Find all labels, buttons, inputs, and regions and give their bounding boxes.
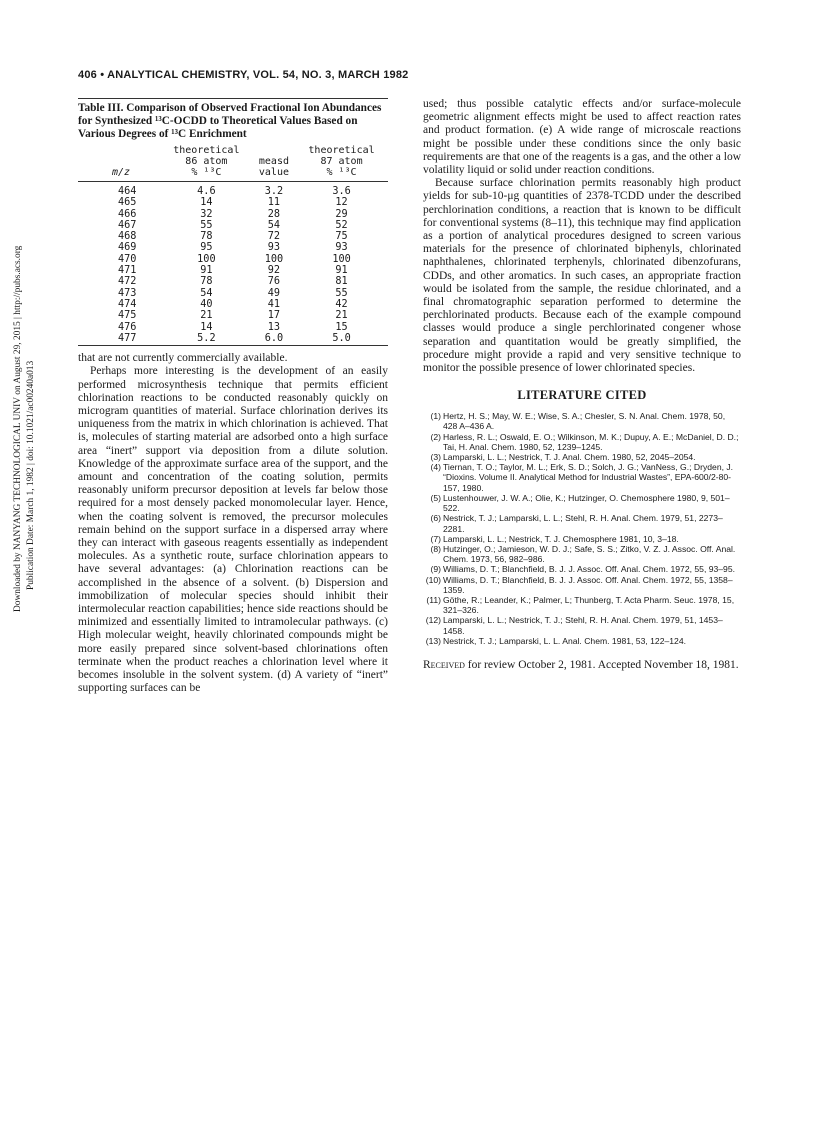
left-paragraph-2: Perhaps more interesting is the development of an easily performed microsynthesis technique that permits efficient chlorination reactions to be conducted reasonably quickly on microgram quantities of material. Surface chlorination derives its uniqueness from the matrix in which chlorination is achieved. That is, molecules of starting material are adsorbed onto a high surface area “inert” support via deposition from a dilute solution. Knowledge of the approximate surface area of the support, and the amount and concentration of the coating solution, permits reasonably uniform precursor deposition at levels far below those required for a most densely packed monomolecular layer. Hence, when the coating solvent is removed, the precursor molecules remain behind on the support surface in a dispersed array where they can interact with gaseous reagents essentially as independent molecules. As a synthetic route, surface chlorination appears to have several advantages: (a) Chlorination reactions can be accomplished in the absence of a solvent. (b) Dispersion and immobilization of molecular species should inhibit their intermolecular reaction capabilities; hence side reactions should be minimized and essentially limited to intramolecular pathways. (c) High molecular weight, heavily chlorinated compounds might be more easily prepared since solvent-based chlorinations often terminate when the product reaches a chlorination level where it becomes insoluble in the solvent system. (d) A variety of “inert” supporting surfaces can be: [78, 365, 388, 695]
reference-text: Harless, R. L.; Oswald, E. O.; Wilkinson, M. K.; Dupuy, A. E.; McDaniel, D. D.; Tai, H. Anal. Chem. 1980, 52, 1239–1245.: [443, 431, 739, 452]
cell-mz: 467: [118, 219, 137, 231]
header-col1-line1: theoretical: [173, 145, 240, 156]
received-lead: Received: [423, 658, 465, 671]
reference-number: (3): [430, 452, 441, 463]
reference-text: Lamparski, L. L.; Nestrick, T. J. Anal. Chem. 1980, 52, 2045–2054.: [443, 452, 696, 463]
reference-number: (8): [430, 543, 441, 554]
reference-number: (1): [430, 411, 441, 422]
table-row: [78, 197, 388, 208]
cell-value: 32: [200, 208, 213, 220]
cell-value: 93: [335, 242, 348, 254]
reference-text: Lamparski, L. L.; Nestrick, T. J. Chemosphere 1981, 10, 3–18.: [443, 533, 679, 544]
cell-value: 4.6: [197, 186, 216, 197]
header-col1-line2: 86 atom: [185, 156, 228, 167]
cell-value: 100: [264, 253, 284, 265]
right-paragraph-2: Because surface chlorination permits reasonably high product yields for sub-10-μg quantities of 2378-TCDD under the described perchlorination conditions, a reaction that is known to be difficult for conventional systems (8–11), this technique may find application as a portion of analytical procedures designed to screen various materials for the presence of chlorinated biphenyls, chlorinated naphthalenes, chlorinated terphenyls, chlorinated dibenzofurans, CDDs, and other aromatics. In such cases, an appropriate fraction would be isolated from the sample, the residue chlorinated, and a final chromatographic separation performed to determine the perchlorinated products. Because each of the example compound classes would produce a single perchlorinated congener whose separation and quantitation would be greatly simplified, the procedure might provide a rapid and very sensitive technique to monitor the possible presence of lower chlorinated species.: [423, 177, 741, 375]
cell-mz: 473: [118, 287, 137, 299]
header-col1-line3: % ¹³C: [160, 167, 253, 182]
left-column: [78, 98, 388, 695]
reference-item: [423, 564, 741, 574]
table-body: [78, 182, 388, 346]
reference-text: Nestrick, T. J.; Lamparski, L. L.; Stehl, R. H. Anal. Chem. 1979, 51, 2273–2281.: [443, 513, 723, 534]
cell-value: 42: [335, 298, 348, 310]
table-row: [78, 231, 388, 242]
reference-item: [423, 544, 741, 564]
cell-value: 29: [335, 208, 348, 220]
header-col2-line3: value: [253, 167, 295, 182]
reference-number: (6): [430, 513, 441, 524]
publication-line: Publication Date: March 1, 1982 | doi: 10.1021/ac00240a013: [26, 360, 36, 590]
table-row: [78, 265, 388, 276]
reference-item: [423, 575, 741, 595]
cell-value: 75: [335, 231, 348, 243]
cell-value: 100: [332, 253, 351, 265]
reference-item: [423, 493, 741, 513]
cell-value: 6.0: [253, 333, 295, 346]
table-row: [78, 242, 388, 253]
cell-value: 14: [200, 321, 213, 333]
cell-value: 40: [200, 298, 213, 310]
cell-mz: 465: [118, 197, 137, 209]
data-table: [78, 145, 388, 346]
reference-item: [423, 452, 741, 462]
header-mz: m/z: [78, 167, 160, 182]
cell-mz: 471: [118, 265, 137, 277]
header-blank: [78, 145, 160, 156]
reference-number: (4): [430, 462, 441, 473]
table-caption: Table III. Comparison of Observed Fractional Ion Abundances for Synthesized ¹³C-OCDD to Theoretical Values Based on Various Degrees of ¹³C Enrichment: [78, 98, 388, 141]
table-row: [78, 182, 388, 198]
reference-text: Williams, D. T.; Blanchfield, B. J. J. Assoc. Off. Anal. Chem. 1972, 55, 1358–1359.: [443, 574, 733, 595]
reference-item: [423, 411, 741, 431]
cell-value: 15: [335, 321, 348, 333]
table-row: [78, 288, 388, 299]
right-column: [423, 98, 741, 672]
header-col2-line1: [253, 145, 295, 156]
cell-value: 54: [267, 219, 281, 231]
reference-text: Lamparski, L. L.; Nestrick, T. J.; Stehl, R. H. Anal. Chem. 1979, 51, 1453–1458.: [443, 615, 723, 636]
cell-value: 5.0: [295, 333, 388, 346]
cell-value: 41: [267, 298, 281, 310]
reference-list: [423, 411, 741, 646]
cell-value: 93: [267, 242, 281, 254]
cell-value: 3.2: [264, 186, 284, 197]
table-row: [78, 254, 388, 265]
cell-mz: 466: [118, 208, 137, 220]
reference-number: (7): [430, 533, 441, 544]
table-row: [78, 310, 388, 321]
reference-item: [423, 595, 741, 615]
reference-number: (12): [425, 615, 441, 626]
cell-value: 55: [200, 219, 213, 231]
reference-number: (9): [430, 564, 441, 575]
header-col3-line1: theoretical: [308, 145, 375, 156]
reference-text: Nestrick, T. J.; Lamparski, L. L. Anal. Chem. 1981, 53, 122–124.: [443, 635, 686, 646]
reference-item: [423, 432, 741, 452]
table-row: [78, 276, 388, 287]
reference-text: Hutzinger, O.; Jamieson, W. D. J.; Safe, S. S.; Zitko, V. Z. J. Assoc. Off. Anal. Chem. 1973, 56, 982–986.: [443, 543, 736, 565]
cell-value: 21: [335, 310, 348, 322]
reference-item: [423, 615, 741, 635]
cell-value: 52: [335, 219, 348, 231]
reference-text: Williams, D. T.; Blanchfield, B. J. J. Assoc. Off. Anal. Chem. 1972, 55, 93–95.: [443, 564, 736, 575]
cell-mz: 476: [118, 321, 137, 333]
reference-text: Göthe, R.; Leander, K.; Palmer, L; Thunberg, T. Acta Pharm. Seuc. 1978, 15, 321–326.: [443, 594, 735, 616]
cell-value: 17: [267, 310, 281, 322]
cell-value: 21: [200, 310, 213, 322]
reference-text: Tiernan, T. O.; Taylor, M. L.; Erk, S. D.; Solch, J. G.; VanNess, G.; Dryden, J. “Dioxins. Volume II. Analytical Method for Industrial Wastes”, EPA-600/2-80-157, 1980.: [443, 462, 734, 493]
reference-number: (11): [426, 594, 441, 605]
cell-value: 3.6: [332, 186, 351, 197]
reference-item: [423, 534, 741, 544]
cell-value: 12: [335, 197, 348, 209]
left-paragraph-1: that are not currently commercially available.: [78, 352, 288, 365]
cell-value: 95: [200, 242, 213, 254]
cell-mz: 470: [118, 253, 137, 265]
cell-mz: 469: [118, 242, 137, 254]
cell-value: 28: [267, 208, 281, 220]
cell-value: 76: [267, 276, 281, 288]
reference-text: Hertz, H. S.; May, W. E.; Wise, S. A.; Chesler, S. N. Anal. Chem. 1978, 50, 428 A–436 A.: [443, 411, 726, 432]
reference-item: [423, 513, 741, 533]
cell-value: 100: [197, 253, 216, 265]
reference-item: [423, 462, 741, 493]
cell-value: 5.2: [160, 333, 253, 346]
download-line: Downloaded by NANYANG TECHNOLOGICAL UNIV on August 29, 2015 | http://pubs.acs.org: [13, 245, 23, 612]
table-row: [78, 209, 388, 220]
cell-mz: 464: [118, 186, 137, 197]
reference-number: (2): [430, 431, 441, 442]
header-col3-line2: 87 atom: [320, 156, 363, 167]
cell-value: 14: [200, 197, 213, 209]
cell-mz: 475: [118, 310, 137, 322]
literature-cited-heading: LITERATURE CITED: [517, 388, 647, 403]
right-paragraph-1: used; thus possible catalytic effects and/or surface-molecule geometric alignment effects might be used to affect reaction rates and product formation. (e) A wide range of microscale reactions might be possible under these conditions since the only basic requirements are that one of the reagents is a gas, and the other a low volatility liquid or solid under reaction conditions.: [423, 98, 741, 177]
header-col3-line3: % ¹³C: [295, 167, 388, 182]
cell-value: 92: [267, 265, 281, 277]
header-col2-line2: measd: [258, 156, 289, 167]
received-note: [423, 659, 741, 672]
cell-value: 72: [267, 231, 281, 243]
cell-value: 78: [200, 231, 213, 243]
cell-mz: 468: [118, 231, 137, 243]
cell-value: 54: [200, 287, 213, 299]
cell-value: 13: [267, 321, 281, 333]
reference-text: Lustenhouwer, J. W. A.; Olie, K.; Hutzinger, O. Chemosphere 1980, 9, 501–522.: [443, 492, 730, 514]
cell-value: 78: [200, 276, 213, 288]
cell-value: 49: [267, 287, 281, 299]
cell-value: 91: [335, 265, 348, 277]
page-header: 406 • ANALYTICAL CHEMISTRY, VOL. 54, NO. 3, MARCH 1982: [78, 69, 409, 81]
table-row: [78, 333, 388, 346]
table-row: [78, 322, 388, 333]
reference-number: (10): [425, 574, 441, 585]
reference-item: [423, 636, 741, 646]
reference-number: (5): [430, 492, 441, 503]
reference-number: (13): [425, 635, 441, 646]
received-text: for review October 2, 1981. Accepted November 18, 1981.: [464, 658, 739, 671]
cell-value: 81: [335, 276, 348, 288]
cell-value: 91: [200, 265, 213, 277]
table-row: [78, 220, 388, 231]
header-blank: [78, 156, 160, 167]
cell-mz: 477: [78, 333, 160, 346]
cell-value: 55: [335, 287, 348, 299]
table-row: [78, 299, 388, 310]
cell-value: 11: [267, 197, 281, 209]
cell-mz: 474: [118, 298, 137, 310]
cell-mz: 472: [118, 276, 137, 288]
